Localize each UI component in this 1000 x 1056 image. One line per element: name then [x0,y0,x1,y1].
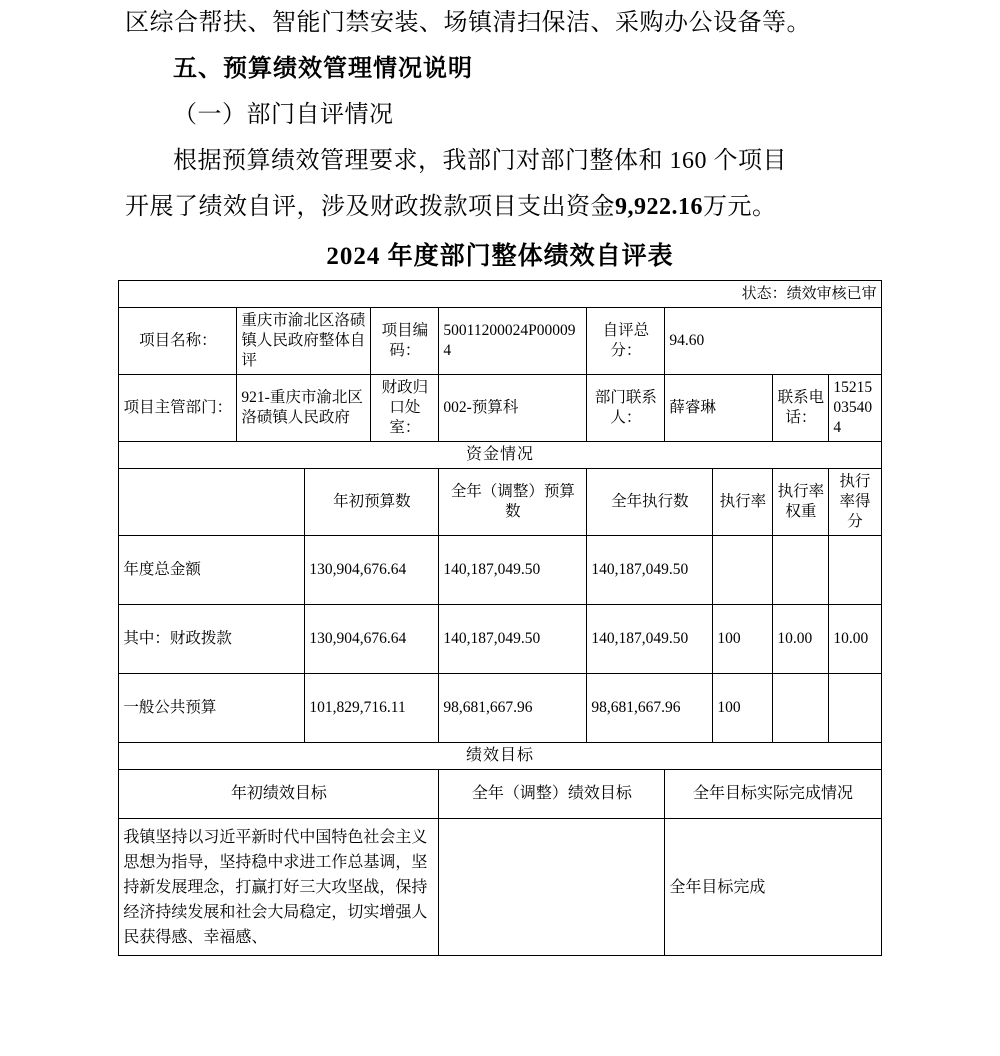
funds-total-score [829,536,881,605]
value-project-name: 重庆市渝北区洛碛镇人民政府整体自评 [237,308,371,375]
table-row-funds-general [119,674,881,743]
funds-header-score: 执行率得分 [829,469,881,536]
goals-header-adjusted: 全年（调整）绩效目标 [439,770,665,819]
goals-actual-text: 全年目标完成 [665,819,881,956]
funds-header-executed: 全年执行数 [587,469,713,536]
goals-begin-text: 我镇坚持以习近平新时代中国特色社会主义思想为指导，坚持稳中求进工作总基调，坚持新发展理念，打赢打好三大攻坚战，保持经济持续发展和社会大局稳定，切实增强人民获得感、幸福感、 [119,819,439,956]
funds-general-weight [773,674,829,743]
funds-total-exec-rate [713,536,773,605]
paragraph-body-post: 万元。 [703,194,777,220]
funds-header-weight: 执行率权重 [773,469,829,536]
label-contact-phone: 联系电话： [773,375,829,442]
funds-total-adjusted-budget: 140,187,049.50 [439,536,587,605]
funds-header-adjusted-budget: 全年（调整）预算数 [439,469,587,536]
band-funds-label: 资金情况 [119,442,881,469]
funds-row-label-total: 年度总金额 [119,536,305,605]
goals-header-begin: 年初绩效目标 [119,770,439,819]
funds-general-exec-rate: 100 [713,674,773,743]
value-project-code: 50011200024P000094 [439,308,587,375]
table-row-project [119,308,881,375]
table-band-funds [119,442,881,469]
funds-general-executed: 98,681,667.96 [587,674,713,743]
table-band-goals [119,743,881,770]
funds-total-executed: 140,187,049.50 [587,536,713,605]
table-row-status [119,281,881,308]
status-cell: 状态：绩效审核已审 [119,281,881,308]
paragraph-body-line2 [0,184,1000,230]
table-row-goals-header [119,770,881,819]
table-row-funds-fiscal [119,605,881,674]
funds-fiscal-exec-rate: 100 [713,605,773,674]
value-supervising-dept: 921-重庆市渝北区洛碛镇人民政府 [237,375,371,442]
funds-header-exec-rate: 执行率 [713,469,773,536]
value-contact-phone: 15215035404 [829,375,881,442]
funds-fiscal-executed: 140,187,049.50 [587,605,713,674]
value-finance-office: 002-预算科 [439,375,587,442]
label-total-score: 自评总分： [587,308,665,375]
funds-total-begin-budget: 130,904,676.64 [305,536,439,605]
table-row-department [119,375,881,442]
funds-header-blank [119,469,305,536]
label-project-name: 项目名称： [119,308,237,375]
table-title: 2024 年度部门整体绩效自评表 [326,243,674,270]
funds-fiscal-begin-budget: 130,904,676.64 [305,605,439,674]
funds-total-weight [773,536,829,605]
subsection-heading-1: （一）部门自评情况 [173,102,394,128]
funds-general-begin-budget: 101,829,716.11 [305,674,439,743]
goals-adjusted-text [439,819,665,956]
paragraph-top: 区综合帮扶、智能门禁安装、场镇清扫保洁、采购办公设备等。 [125,10,811,36]
table-row-funds-total [119,536,881,605]
goals-header-actual: 全年目标实际完成情况 [665,770,881,819]
funds-fiscal-weight: 10.00 [773,605,829,674]
value-dept-contact: 薛睿琳 [665,375,773,442]
table-row-goals-content [119,819,881,956]
section-heading-5: 五、预算绩效管理情况说明 [173,56,473,82]
label-dept-contact: 部门联系人： [587,375,665,442]
value-total-score: 94.60 [665,308,881,375]
band-goals-label: 绩效目标 [119,743,881,770]
funds-row-label-general: 一般公共预算 [119,674,305,743]
label-project-code: 项目编码： [371,308,439,375]
paragraph-body-pre: 开展了绩效自评，涉及财政拨款项目支出资金 [125,194,615,220]
funds-general-score [829,674,881,743]
funds-header-begin-budget: 年初预算数 [305,469,439,536]
paragraph-body-amount: 9,922.16 [615,194,703,220]
funds-general-adjusted-budget: 98,681,667.96 [439,674,587,743]
table-row-funds-header [119,469,881,536]
label-finance-office: 财政归口处室： [371,375,439,442]
funds-fiscal-adjusted-budget: 140,187,049.50 [439,605,587,674]
funds-fiscal-score: 10.00 [829,605,881,674]
paragraph-body-line1: 根据预算绩效管理要求，我部门对部门整体和 160 个项目 [173,148,787,174]
label-supervising-dept: 项目主管部门： [119,375,237,442]
funds-row-label-fiscal: 其中：财政拨款 [119,605,305,674]
performance-self-evaluation-table [118,280,881,956]
